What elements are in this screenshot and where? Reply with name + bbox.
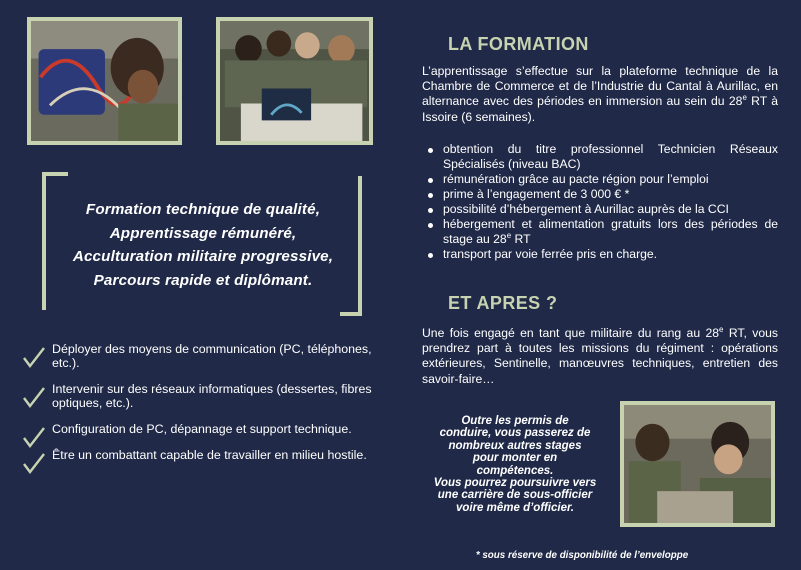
career-note-line: nombreux autres stages <box>448 439 582 452</box>
apres-text-end: RT, vous prendrez part à toutes les missions du régiment : opérations extérieures, Sentinelle, manœuvres techniques, entretien des savoir-faire… <box>422 326 778 386</box>
skill-text: Être un combattant capable de travailler en milieu hostile. <box>52 448 367 462</box>
formation-bullet <box>428 187 778 202</box>
career-note-line: une carrière de sous-officier <box>437 489 593 502</box>
formation-heading: LA FORMATION <box>448 34 589 54</box>
formation-bullet <box>428 247 778 262</box>
formation-bullet <box>428 217 778 247</box>
skill-text: Configuration de PC, dépannage et support technique. <box>52 422 352 436</box>
bullet-text: hébergement et alimentation gratuits lors des périodes de stage au 28 <box>443 217 778 246</box>
bullet-dot-icon <box>428 193 433 198</box>
checkmark-icon <box>22 426 46 448</box>
bullet-text: possibilité d’hébergement à Aurillac auprès de la CCI <box>443 202 729 216</box>
quote-line: Formation technique de qualité, <box>85 201 321 218</box>
quote-line: Apprentissage rémunéré, <box>109 224 297 242</box>
skill-item <box>22 382 382 410</box>
apres-paragraph <box>422 326 778 387</box>
apres-text: Une fois engagé en tant que militaire du rang au 28 <box>422 326 720 340</box>
bullet-text: obtention du titre professionnel Technicien Réseaux Spécialisés (niveau BAC) <box>443 142 778 171</box>
formation-intro-text: L’apprentissage s’effectue sur la plateforme technique de la Chambre de Commerce et de l’Industrie du Cantal à Aurillac, en alternance avec des périodes en immersion au sein du 28 <box>422 64 778 109</box>
apres-heading: ET APRES ? <box>448 293 558 313</box>
bullet-dot-icon <box>428 178 433 183</box>
skill-item <box>22 422 382 436</box>
photo-soldier-cabling <box>27 17 182 145</box>
quote-line: Parcours rapide et diplômant. <box>93 271 313 289</box>
quote-line: Acculturation militaire progressive, <box>72 248 334 265</box>
career-note-line: pour monter en <box>472 452 558 465</box>
career-note <box>418 415 612 514</box>
checkmark-icon <box>22 386 46 408</box>
career-note-line: compétences. <box>476 464 554 477</box>
bullet-text-end: RT <box>511 232 531 246</box>
bullet-dot-icon <box>428 208 433 213</box>
bullet-dot-icon <box>428 148 433 153</box>
skill-text: Déployer des moyens de communication (PC, téléphones, etc.). <box>52 342 372 370</box>
footnote: * sous réserve de disponibilité de l’enveloppe <box>475 550 689 561</box>
key-benefits-quote <box>44 198 362 292</box>
formation-intro <box>422 64 778 125</box>
bullet-text: rémunération grâce au pacte région pour l’emploi <box>443 172 709 186</box>
bullet-dot-icon <box>428 223 433 228</box>
career-note-line: voire même d’officier. <box>455 501 575 514</box>
skill-item <box>22 448 382 462</box>
ordinal-suffix: e <box>719 324 724 334</box>
formation-bullet <box>428 202 778 217</box>
formation-intro-text-end: RT à Issoire (6 semaines). <box>422 94 779 124</box>
checkmark-icon <box>22 346 46 368</box>
skill-text: Intervenir sur des réseaux informatiques (dessertes, fibres optiques, etc.). <box>52 382 372 410</box>
skill-item <box>22 342 382 370</box>
formation-bullets <box>428 142 778 262</box>
ordinal-suffix: e <box>742 93 747 103</box>
skills-checklist <box>22 342 382 474</box>
formation-bullet <box>428 172 778 187</box>
bullet-text: prime à l’engagement de 3 000 € * <box>443 187 630 201</box>
photo-soldiers-workshop <box>620 401 775 527</box>
checkmark-icon <box>22 452 46 474</box>
career-note-line: Vous pourrez poursuivre vers <box>433 477 597 490</box>
bullet-dot-icon <box>428 253 433 258</box>
photo-soldiers-laptop <box>216 17 373 145</box>
ordinal-suffix: e <box>506 230 512 240</box>
formation-bullet <box>428 142 778 172</box>
career-note-line: Outre les permis de <box>461 415 569 427</box>
career-note-line: conduire, vous passerez de <box>439 427 591 440</box>
bullet-text: transport par voie ferrée pris en charge. <box>443 247 658 261</box>
